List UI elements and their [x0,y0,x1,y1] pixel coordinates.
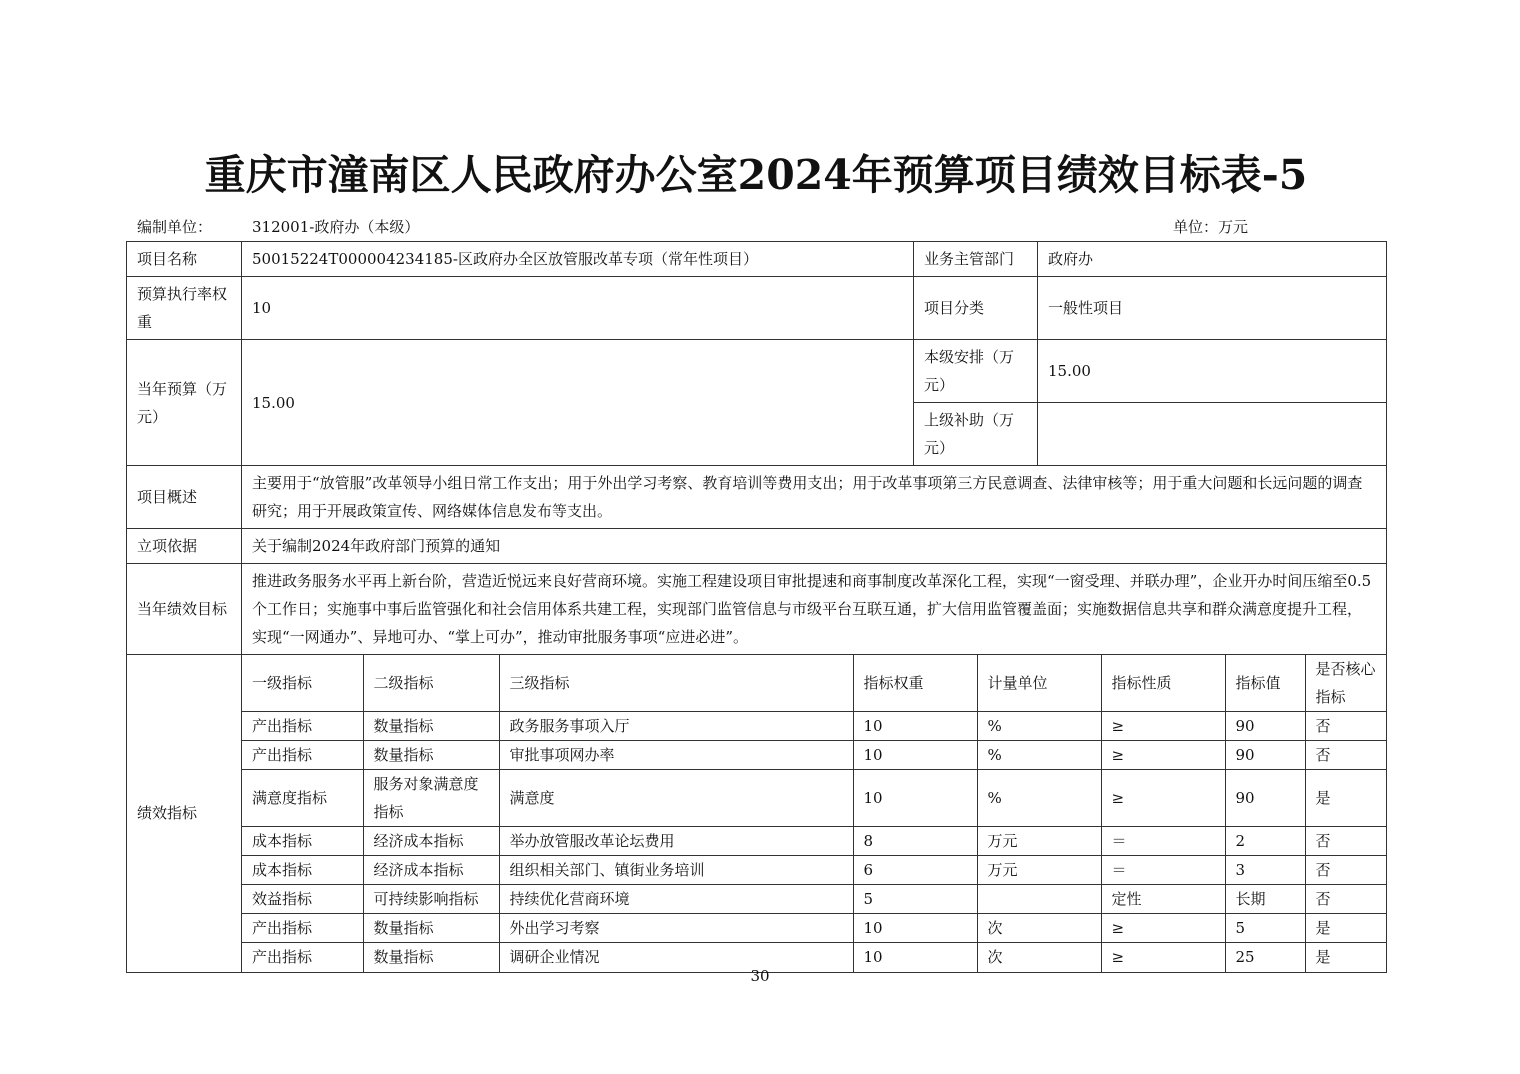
indicators-cell [242,655,1387,973]
indicator-cell: ＝ [1101,827,1225,856]
page-title: 重庆市潼南区人民政府办公室2024年预算项目绩效目标表-5 [204,151,1308,199]
indicator-cell: 产出指标 [242,943,363,972]
indicator-cell: 举办放管服改革论坛费用 [499,827,853,856]
exec-rate-label: 预算执行率权重 [127,277,242,340]
indicator-cell: 数量指标 [363,914,499,943]
indicator-cell: 次 [977,914,1101,943]
indicators-label: 绩效指标 [127,655,242,973]
indicator-cell: 调研企业情况 [499,943,853,972]
header-cell: 指标权重 [853,655,977,712]
indicator-cell: 10 [853,914,977,943]
unit-value: 312001-政府办（本级） [252,218,420,236]
indicator-cell: 是 [1305,770,1386,827]
indicator-cell: 可持续影响指标 [363,885,499,914]
category-label: 项目分类 [914,277,1038,340]
indicator-cell: 25 [1225,943,1305,972]
header-cell: 三级指标 [499,655,853,712]
goal-label: 当年绩效目标 [127,564,242,655]
indicator-cell: 5 [853,885,977,914]
budget-value: 15.00 [242,340,914,466]
indicator-cell: 5 [1225,914,1305,943]
header-cell: 一级指标 [242,655,363,712]
project-name-label: 项目名称 [127,242,242,277]
indicator-cell: 次 [977,943,1101,972]
indicator-cell: 10 [853,943,977,972]
indicator-row [242,885,1386,914]
indicator-cell: 效益指标 [242,885,363,914]
basis-value: 关于编制2024年政府部门预算的通知 [242,529,1387,564]
indicator-cell: 10 [853,741,977,770]
indicator-cell: 产出指标 [242,741,363,770]
indicator-cell: % [977,712,1101,741]
indicator-cell: 3 [1225,856,1305,885]
indicator-cell: 产出指标 [242,712,363,741]
indicator-cell: 2 [1225,827,1305,856]
exec-rate-value: 10 [242,277,914,340]
indicator-cell: 定性 [1101,885,1225,914]
dept-value: 政府办 [1038,242,1387,277]
indicator-cell: ＝ [1101,856,1225,885]
header-cell: 计量单位 [977,655,1101,712]
indicator-cell: % [977,741,1101,770]
indicator-cell: 否 [1305,712,1386,741]
indicator-cell: 90 [1225,741,1305,770]
indicator-cell: ≥ [1101,914,1225,943]
unit-label: 编制单位： [137,218,213,236]
performance-table [126,241,1387,973]
superior-label: 上级补助（万元） [914,403,1038,466]
indicator-cell: 数量指标 [363,943,499,972]
indicator-cell: ≥ [1101,770,1225,827]
indicator-cell: 外出学习考察 [499,914,853,943]
indicator-cell: 长期 [1225,885,1305,914]
indicator-row [242,856,1386,885]
header-cell: 指标值 [1225,655,1305,712]
indicator-cell: 成本指标 [242,827,363,856]
indicator-cell: 成本指标 [242,856,363,885]
indicator-row [242,770,1386,827]
basis-label: 立项依据 [127,529,242,564]
indicator-row [242,827,1386,856]
indicator-cell: 是 [1305,914,1386,943]
indicator-cell: 组织相关部门、镇街业务培训 [499,856,853,885]
indicator-cell: 90 [1225,712,1305,741]
indicator-cell: 数量指标 [363,712,499,741]
header-cell: 二级指标 [363,655,499,712]
indicator-cell [977,885,1101,914]
indicator-row [242,741,1386,770]
indicator-cell: 满意度 [499,770,853,827]
indicator-cell: 经济成本指标 [363,856,499,885]
indicator-cell: 满意度指标 [242,770,363,827]
header-cell: 指标性质 [1101,655,1225,712]
indicator-cell: 产出指标 [242,914,363,943]
local-label: 本级安排（万元） [914,340,1038,403]
currency-unit: 单位：万元 [1173,218,1249,236]
category-value: 一般性项目 [1038,277,1387,340]
indicators-header-row [242,655,1386,712]
indicator-cell: 是 [1305,943,1386,972]
superior-value [1038,403,1387,466]
indicator-cell: 否 [1305,827,1386,856]
indicator-cell: 万元 [977,827,1101,856]
page-number: 30 [750,967,770,985]
project-name-value: 50015224T000004234185-区政府办全区放管服改革专项（常年性项目） [242,242,914,277]
indicator-cell: 经济成本指标 [363,827,499,856]
indicator-cell: ≥ [1101,712,1225,741]
indicator-row [242,712,1386,741]
indicator-cell: ≥ [1101,943,1225,972]
indicator-cell: 政务服务事项入厅 [499,712,853,741]
indicator-cell: 持续优化营商环境 [499,885,853,914]
indicator-cell: 审批事项网办率 [499,741,853,770]
indicator-cell: 8 [853,827,977,856]
indicator-cell: 数量指标 [363,741,499,770]
indicator-cell: 否 [1305,856,1386,885]
indicator-row [242,914,1386,943]
indicators-table [242,655,1386,972]
dept-label: 业务主管部门 [914,242,1038,277]
indicator-cell: 服务对象满意度指标 [363,770,499,827]
indicator-cell: 6 [853,856,977,885]
indicator-cell: 万元 [977,856,1101,885]
budget-label: 当年预算（万元） [127,340,242,466]
local-value: 15.00 [1038,340,1387,403]
header-cell: 是否核心指标 [1305,655,1386,712]
indicator-cell: 否 [1305,741,1386,770]
indicator-cell: 10 [853,712,977,741]
goal-value: 推进政务服务水平再上新台阶，营造近悦远来良好营商环境。实施工程建设项目审批提速和商事制度改革深化工程，实现“一窗受理、并联办理”，企业开办时间压缩至0.5个工作日；实施事中事后监管强化和社会信用体系共建工程，实现部门监管信息与市级平台互联互通，扩大信用监管覆盖面；实施数据信息共享和群众满意度提升工程，实现“一网通办”、异地可办、“掌上可办”，推动审批服务事项“应进必进”。 [242,564,1387,655]
indicator-cell: % [977,770,1101,827]
indicator-cell: ≥ [1101,741,1225,770]
overview-label: 项目概述 [127,466,242,529]
indicator-cell: 90 [1225,770,1305,827]
indicator-cell: 否 [1305,885,1386,914]
indicator-cell: 10 [853,770,977,827]
overview-value: 主要用于“放管服”改革领导小组日常工作支出；用于外出学习考察、教育培训等费用支出；用于改革事项第三方民意调查、法律审核等；用于重大问题和长远问题的调查研究；用于开展政策宣传、网络媒体信息发布等支出。 [242,466,1387,529]
